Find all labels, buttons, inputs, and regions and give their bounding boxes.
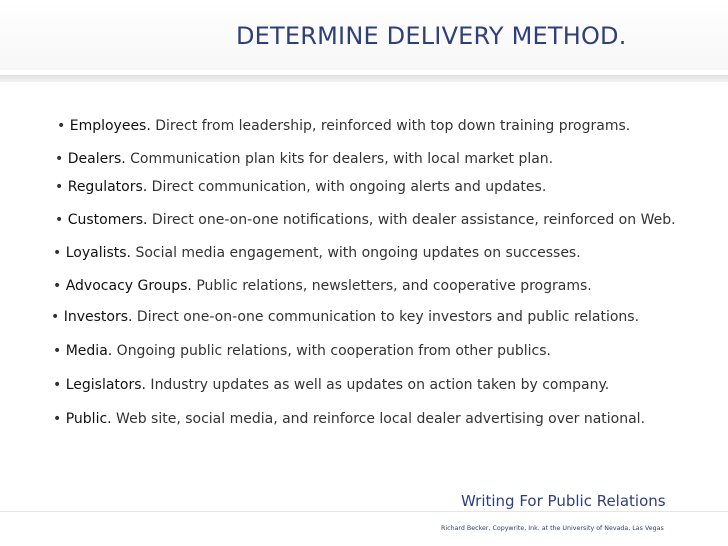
bullet-text: Communication plan kits for dealers, with local market plan. (125, 151, 554, 167)
bullet-text: Direct one-on-one notifications, with dealer assistance, reinforced on Web. (147, 212, 676, 228)
bullet-term: Legislators. (65, 377, 146, 393)
bullet-text: Web site, social media, and reinforce local dealer advertising over national. (111, 411, 646, 427)
bullet-legislators (53, 377, 609, 393)
bullet-glyph: • (53, 245, 62, 261)
bullet-term: Investors. (63, 309, 133, 325)
slide-title: DETERMINE DELIVERY METHOD. (236, 22, 627, 50)
bullet-media (53, 343, 551, 359)
bullet-glyph: • (55, 151, 64, 167)
bullet-dealers (55, 151, 553, 167)
bullet-term: Regulators. (67, 179, 148, 195)
bullet-public (53, 411, 645, 427)
bullet-customers (55, 212, 676, 228)
footer-rule (0, 511, 728, 512)
bullet-text: Public relations, newsletters, and cooperative programs. (191, 278, 592, 294)
bullet-glyph: • (55, 212, 64, 228)
bullet-text: Industry updates as well as updates on action taken by company. (145, 377, 610, 393)
bullet-glyph: • (53, 411, 62, 427)
bullet-term: Dealers. (67, 151, 126, 167)
title-divider (0, 75, 728, 82)
footer-title: Writing For Public Relations (461, 492, 666, 510)
footer-subtitle: Richard Becker, Copywrite, Ink. at the University of Nevada, Las Vegas (441, 525, 664, 532)
bullet-term: Loyalists. (65, 245, 132, 261)
bullet-term: Public. (65, 411, 112, 427)
bullet-term: Advocacy Groups. (65, 278, 192, 294)
bullet-glyph: • (53, 278, 62, 294)
bullet-glyph: • (51, 309, 60, 325)
bullet-glyph: • (53, 377, 62, 393)
bullet-term: Customers. (67, 212, 148, 228)
bullet-term: Employees. (69, 118, 151, 134)
bullet-glyph: • (57, 118, 66, 134)
bullet-glyph: • (53, 343, 62, 359)
bullet-text: Ongoing public relations, with cooperation from other publics. (112, 343, 551, 359)
bullet-investors (51, 309, 639, 325)
bullet-text: Direct from leadership, reinforced with top down training programs. (150, 118, 631, 134)
bullet-employees (57, 118, 630, 134)
bullet-text: Direct one-on-one communication to key investors and public relations. (132, 309, 640, 325)
bullet-glyph: • (55, 179, 64, 195)
bullet-regulators (55, 179, 546, 195)
bullet-loyalists (53, 245, 581, 261)
bullet-text: Social media engagement, with ongoing updates on successes. (131, 245, 581, 261)
bullet-advocacy-groups (53, 278, 592, 294)
bullet-term: Media. (65, 343, 113, 359)
bullet-text: Direct communication, with ongoing alerts and updates. (147, 179, 547, 195)
